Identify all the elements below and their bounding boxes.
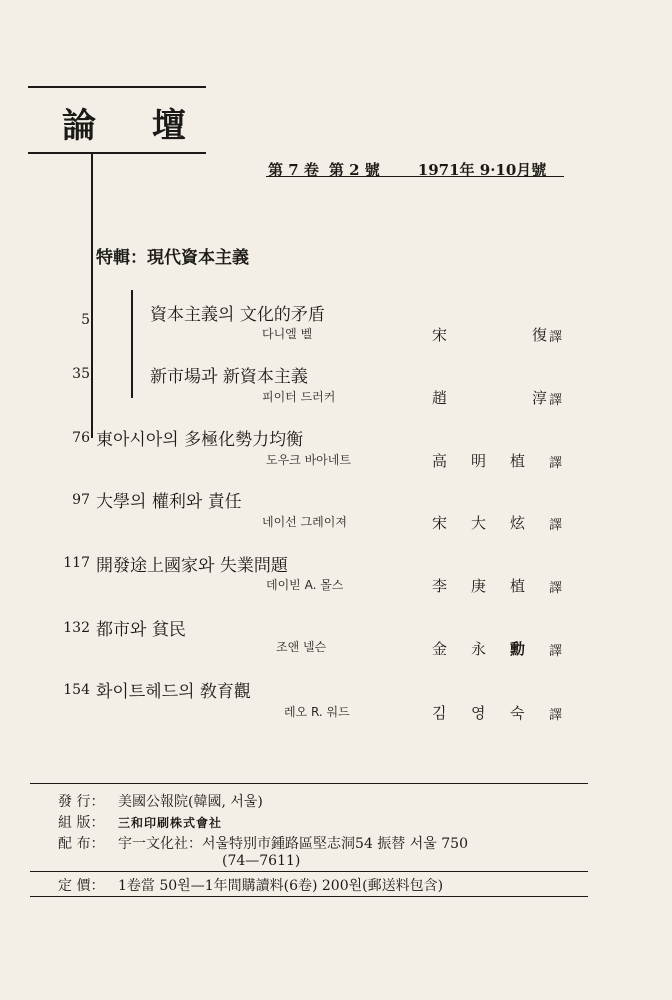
issue-underline <box>266 176 564 177</box>
article-author: 다니엘 벨 <box>262 327 313 341</box>
translator-char: 譯 <box>548 330 562 345</box>
translator-char: 譯 <box>548 393 562 408</box>
translator-char: 永 <box>470 640 486 658</box>
article-title: 화이트헤드의 敎育觀 <box>96 682 251 702</box>
translator-char: 庚 <box>470 577 486 595</box>
translator-char: 植 <box>509 452 525 470</box>
publication-top-rule <box>30 783 588 784</box>
masthead-bottom-rule <box>28 152 206 154</box>
printer-label: 組 版： <box>58 815 105 831</box>
publisher-row <box>58 791 263 811</box>
article-page-number: 117 <box>63 555 90 571</box>
translator-char: 譯 <box>548 644 562 659</box>
issue-date: 1971年 9·10月號 <box>417 161 547 179</box>
translator-char: 宋 <box>432 326 448 344</box>
translator-char: 金 <box>432 640 448 658</box>
translator-char: 영 <box>470 704 486 722</box>
translator-char: 炫 <box>509 514 525 532</box>
article-title: 大學의 權利와 責任 <box>96 492 242 512</box>
article-title: 新市場과 新資本主義 <box>150 367 308 387</box>
publisher-label: 發 行： <box>58 794 105 810</box>
printer-row <box>58 812 222 832</box>
special-section-rule <box>131 290 133 398</box>
price-top-rule <box>30 871 588 872</box>
publisher-value: 美國公報院(韓國, 서울) <box>118 794 263 810</box>
price-value: 1卷當 50원—1年間購讀料(6卷) 200원(郵送料包含) <box>118 878 444 894</box>
special-section-title: 特輯：現代資本主義 <box>96 248 249 268</box>
translator-char: 高 <box>432 452 448 470</box>
translator-char: 李 <box>432 577 448 595</box>
distributor-label: 配 布： <box>58 836 105 852</box>
translator-char: 譯 <box>548 456 562 471</box>
translator-char: 植 <box>509 577 525 595</box>
distributor-phone: (74—7611) <box>222 853 301 869</box>
article-author: 조앤 넬슨 <box>276 640 327 654</box>
article-translator <box>432 450 562 471</box>
translator-char: 譯 <box>548 581 562 596</box>
distributor-row <box>58 833 468 853</box>
translator-char: 勳 <box>509 640 525 658</box>
translator-char: 淳 <box>531 389 547 407</box>
article-translator <box>432 324 562 345</box>
article-author: 도우크 바아네트 <box>266 453 351 467</box>
article-author: 데이빋 A. 몰스 <box>266 578 344 592</box>
translator-char: 숙 <box>509 704 525 722</box>
translator-char: 譯 <box>548 708 562 723</box>
article-page-number: 35 <box>72 366 90 382</box>
price-label: 定 價： <box>58 878 105 894</box>
article-page-number: 154 <box>63 682 90 698</box>
translator-char: 趙 <box>432 389 448 407</box>
article-author: 피이터 드러커 <box>262 390 336 404</box>
translator-char: 大 <box>470 514 486 532</box>
translator-char: 明 <box>470 452 486 470</box>
price-row <box>58 875 443 895</box>
article-translator <box>432 702 562 723</box>
translator-char: 譯 <box>548 518 562 533</box>
masthead-title: 論 壇 <box>62 106 208 146</box>
article-page-number: 5 <box>81 312 90 328</box>
number-label: 第 2 號 <box>328 161 380 179</box>
article-translator <box>432 575 562 596</box>
translator-char: 宋 <box>432 514 448 532</box>
article-page-number: 132 <box>63 620 90 636</box>
article-title: 資本主義의 文化的矛盾 <box>150 305 325 325</box>
masthead-top-rule <box>28 86 206 88</box>
article-title: 都市와 貧民 <box>96 620 186 640</box>
volume-label: 第 7 卷 <box>268 161 319 179</box>
translator-char: 김 <box>432 704 447 722</box>
article-author: 네이선 그레이져 <box>262 515 347 529</box>
distributor-value: 宇一文化社：서울特別市鍾路區堅志洞54 振替 서울 750 <box>118 836 468 852</box>
translator-char: 復 <box>531 326 547 344</box>
article-title: 開發途上國家와 失業問題 <box>96 556 288 576</box>
article-author: 레오 R. 워드 <box>284 705 350 719</box>
article-page-number: 97 <box>72 492 90 508</box>
toc-vertical-rule <box>91 152 93 438</box>
article-translator <box>432 638 562 659</box>
article-page-number: 76 <box>72 430 90 446</box>
article-translator <box>432 387 562 408</box>
publication-bottom-rule <box>30 896 588 897</box>
article-translator <box>432 512 562 533</box>
article-title: 東아시아의 多極化勢力均衡 <box>96 430 304 450</box>
printer-value: 三和印刷株式會社 <box>118 816 223 830</box>
